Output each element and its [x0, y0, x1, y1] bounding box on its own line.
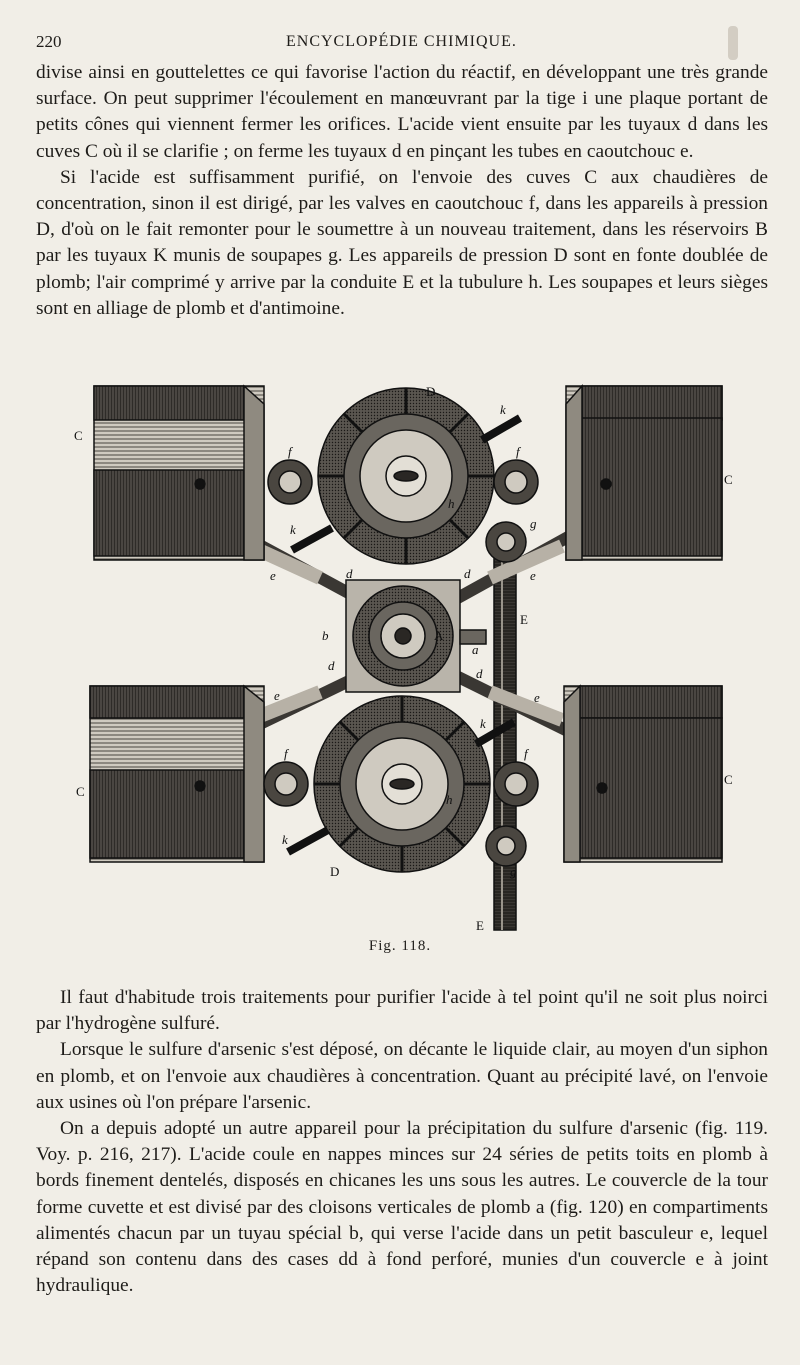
- label-a: a: [472, 642, 479, 657]
- label-e: e: [534, 690, 540, 705]
- label-C: C: [76, 784, 85, 799]
- label-E: E: [476, 918, 484, 933]
- label-f: f: [288, 444, 292, 459]
- label-d: d: [346, 566, 353, 581]
- label-f: f: [516, 444, 520, 459]
- label-b: b: [322, 628, 329, 643]
- label-g: g: [530, 516, 537, 531]
- label-e: e: [270, 568, 276, 583]
- running-title: ENCYCLOPÉDIE CHIMIQUE.: [286, 33, 517, 50]
- label-f: f: [284, 746, 288, 761]
- label-C: C: [74, 428, 83, 443]
- label-d: d: [476, 666, 483, 681]
- figure-caption: Fig. 118.: [368, 938, 432, 954]
- label-A: A: [434, 628, 444, 643]
- figure-118-apparatus: [70, 378, 740, 938]
- label-k: k: [290, 522, 296, 537]
- label-C: C: [724, 472, 733, 487]
- label-d: d: [328, 658, 335, 673]
- text-block-bottom: [36, 985, 768, 1299]
- label-e: e: [274, 688, 280, 703]
- paragraph: Lorsque le sulfure d'arsenic s'est déposé, on décante le liquide clair, au moyen d'un siphon en plomb, et on l'envoie aux chaudières à concentration. Quant au précipité lavé, on l'envoie aux usines où l'on prépare l'arsenic.: [36, 1039, 768, 1113]
- paragraph: Il faut d'habitude trois traitements pour purifier l'acide à tel point qu'il ne soit plus noirci par l'hydrogène sulfuré.: [36, 987, 768, 1035]
- label-D: D: [426, 384, 436, 399]
- label-h: h: [448, 496, 455, 511]
- label-E: E: [520, 612, 528, 627]
- label-g: g: [510, 864, 517, 879]
- label-C: C: [724, 772, 733, 787]
- label-h: h: [446, 792, 453, 807]
- label-k: k: [282, 832, 288, 847]
- paragraph: divise ainsi en gouttelettes ce qui favorise l'action du réactif, en développant une très grande surface. On peut supprimer l'écoulement en manœuvrant par la tige i une plaque portant de petits cônes qui viennent fermer les orifices. L'acide vient ensuite par les tuyaux d dans les cuves C où il se clarifie ; on ferme les tuyaux d en pinçant les tubes en caoutchouc e.: [36, 62, 768, 162]
- label-e: e: [530, 568, 536, 583]
- text-block-top: [36, 60, 768, 322]
- label-k: k: [480, 716, 486, 731]
- page-number: 220: [36, 32, 62, 51]
- label-k: k: [500, 402, 506, 417]
- label-d: d: [464, 566, 471, 581]
- paragraph: Si l'acide est suffisamment purifié, on l'envoie des cuves C aux chaudières de concentration, sinon il est dirigé, par les valves en caoutchouc f, dans les appareils à pression D, d'où on le fait remonter pour le soumettre à un nouveau traitement, dans les réservoirs B par les tuyaux K munis de soupapes g. Les appareils de pression D sont en fonte doublée de plomb; l'air comprimé y arrive par la conduite E et la tubulure h. Les soupapes et leurs sièges sont en alliage de plomb et d'antimoine.: [36, 166, 768, 319]
- paragraph: On a depuis adopté un autre appareil pour la précipitation du sulfure d'arsenic (fig. 119. Voy. p. 216, 217). L'acide coule en nappes minces sur 24 séries de petits toits en plomb à bords finement dentelés, disposés en chicanes les uns sous les autres. Le couvercle de la tour forme cuvette et est divisé par des cloisons verticales de plomb a (fig. 120) en compartiments alimentés chacun par un tuyau spécial b, qui verse l'acide dans un petit basculeur e, lequel répand son contenu dans des cases dd à fond perforé, munies d'un couvercle e à joint hydraulique.: [36, 1118, 768, 1297]
- page-header: [36, 32, 766, 56]
- label-D: D: [330, 864, 340, 879]
- apparatus-engraving: [70, 378, 740, 938]
- label-f: f: [524, 746, 528, 761]
